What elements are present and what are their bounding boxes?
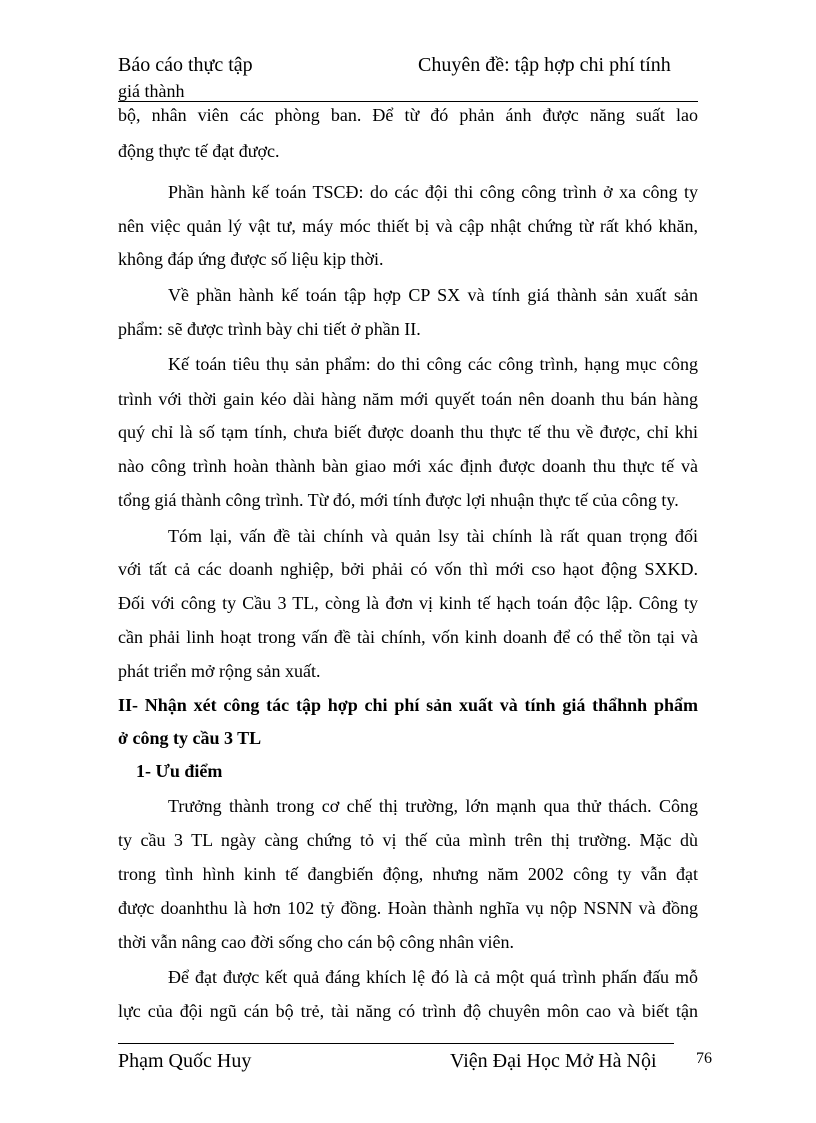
header-topic-continued: giá thành (118, 81, 185, 101)
text-line: trong tình hình kinh tế đangbiến động, nhưng năm 2002 công ty vẫn đạt (118, 864, 698, 884)
page-number: 76 (696, 1050, 712, 1067)
subsection-heading: 1- Ưu điểm (136, 761, 223, 781)
text-line: Phần hành kế toán TSCĐ: do các đội thi công công trình ở xa công ty (168, 182, 698, 202)
text-line: tổng giá thành công trình. Từ đó, mới tính được lợi nhuận thực tế của công ty. (118, 490, 679, 510)
footer-divider (118, 1043, 674, 1044)
text-line: được doanhthu là hơn 102 tỷ đồng. Hoàn thành nghĩa vụ nộp NSNN và đồng (118, 898, 698, 918)
text-line: cần phải linh hoạt trong vấn đề tài chính, vốn kinh doanh để có thể tồn tại và (118, 627, 698, 647)
text-line: nên việc quản lý vật tư, máy móc thiết bị và cập nhật chứng từ rất khó khăn, (118, 216, 698, 236)
text-line: ty cầu 3 TL ngày càng chứng tỏ vị thế của mình trên thị trường. Mặc dù (118, 830, 698, 850)
footer-author: Phạm Quốc Huy (118, 1050, 252, 1072)
text-line: Đối với công ty Cầu 3 TL, còng là đơn vị kinh tế hạch toán độc lập. Công ty (118, 593, 698, 613)
text-line: thời vẫn nâng cao đời sống cho cán bộ công nhân viên. (118, 932, 514, 952)
text-line: với tất cả các doanh nghiệp, bởi phải có vốn thì mới cso hạot động SXKD. (118, 559, 698, 579)
text-line: bộ, nhân viên các phòng ban. Để từ đó phản ánh được năng suất lao (118, 105, 698, 125)
text-line: nào công trình hoàn thành bàn giao mới xác định được doanh thu thực tế và (118, 456, 698, 476)
text-line: lực của đội ngũ cán bộ trẻ, tài năng có trình độ chuyên môn cao và biết tận (118, 1001, 698, 1021)
section-heading: II- Nhận xét công tác tập hợp chi phí sản xuất và tính giá thẩhnh phẩm (118, 695, 698, 715)
header-report-title: Báo cáo thực tập (118, 54, 253, 76)
text-line: Để đạt được kết quả đáng khích lệ đó là cả một quá trình phấn đấu mỗ (168, 967, 698, 987)
text-line: Tóm lại, vấn đề tài chính và quản lsy tài chính là rất quan trọng đối (168, 526, 698, 546)
text-line: trình với thời gain kéo dài hàng năm mới quyết toán nên doanh thu bán hàng (118, 389, 698, 409)
text-line: không đáp ứng được số liệu kịp thời. (118, 249, 384, 269)
text-line: quý chỉ là số tạm tính, chưa biết được doanh thu thực tế thu về được, chỉ khi (118, 422, 698, 442)
text-line: Kế toán tiêu thụ sản phẩm: do thi công các công trình, hạng mục công (168, 354, 698, 374)
text-line: phẩm: sẽ được trình bày chi tiết ở phần II. (118, 319, 421, 339)
text-line: phát triển mở rộng sản xuất. (118, 661, 321, 681)
footer-institution: Viện Đại Học Mở Hà Nội (450, 1050, 657, 1072)
section-heading-continued: ở công ty cầu 3 TL (118, 728, 262, 748)
header-topic: Chuyên đề: tập hợp chi phí tính (418, 54, 671, 76)
text-line: động thực tế đạt được. (118, 141, 280, 161)
text-line: Về phần hành kế toán tập hợp CP SX và tính giá thành sản xuất sản (168, 285, 698, 305)
text-line: Trưởng thành trong cơ chế thị trường, lớn mạnh qua thử thách. Công (168, 796, 698, 816)
